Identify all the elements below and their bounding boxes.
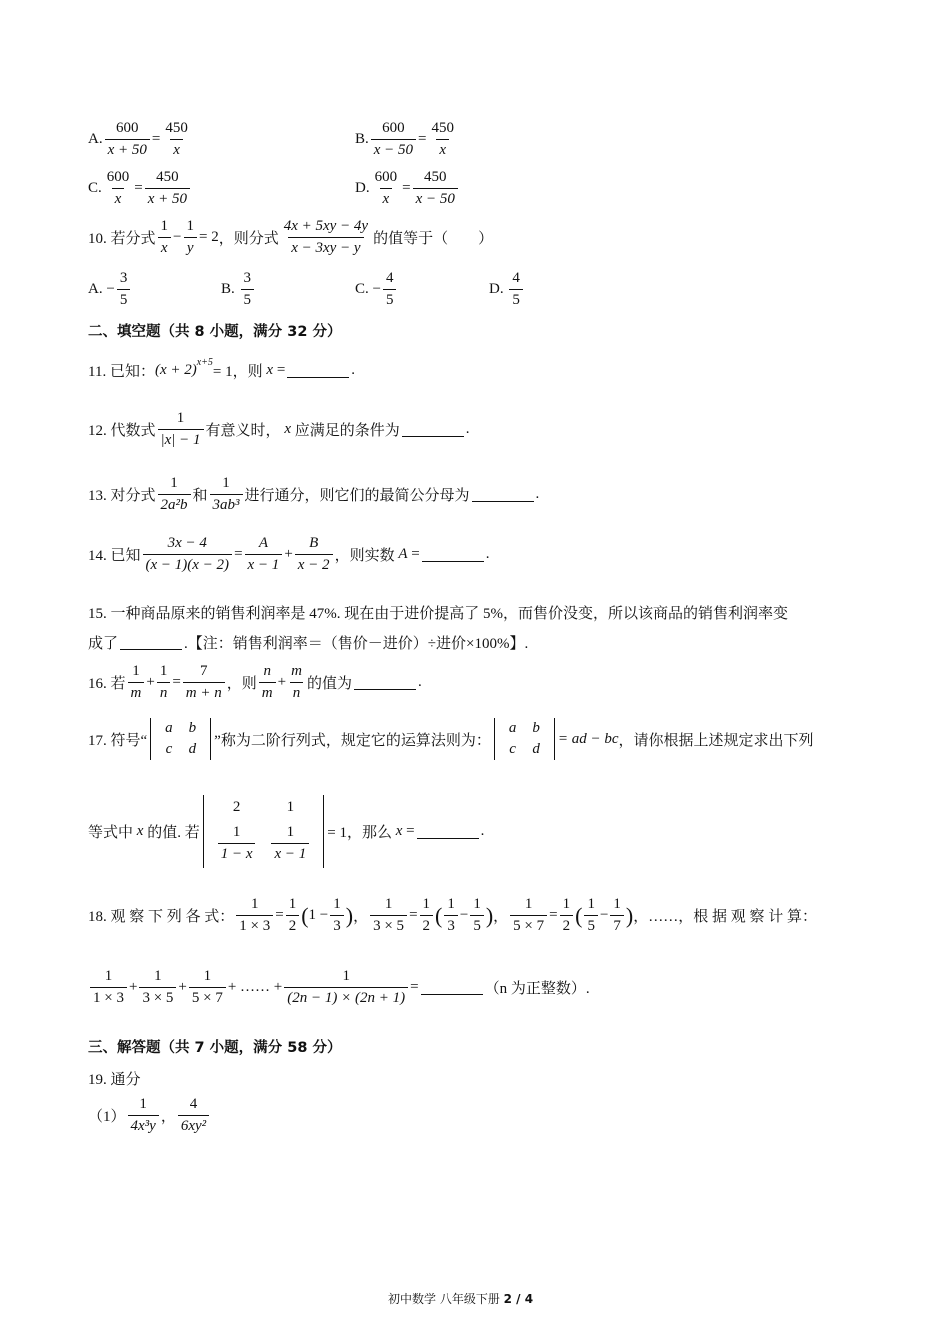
question-13: 13. 对分式 $\frac{1}{\text{2a²b}}$ 和 $\frac{1}{\text{3ab³}}$ 进行通分，则它们的最简公分母为 . — [88, 475, 540, 514]
question-10: 10. 若分式 $\frac{1}{x}$ − $\frac{1}{y}$ = 2 ，则分式 $\frac{4x + 5xy - 4y}{x - 3xy - y}$ 的值等于（ ） — [88, 218, 494, 257]
answer-blank[interactable] — [472, 487, 534, 502]
q9-option-c: C. $\frac{600}{x}$ = $\frac{450}{x + 50}$ — [88, 169, 192, 209]
determinant-rule: a b c d — [494, 718, 555, 760]
question-18-line2: $\frac{1}{1 \times 3}$ + $\frac{1}{3 \times 5}$ + $\frac{1}{5 \times 7}$ + …… + $\frac{1}{(2n - 1) \times (2n + 1)}$ = （n 为正整数）. — [88, 968, 590, 1008]
question-17-line2: 等式中 x 的值. 若 2 1 $\frac{1}{1 - x}$ $\frac{1}{x - 1}$ = 1，那么 x = . — [88, 795, 484, 868]
question-17-line1: 17. 符号“ a b c d ”称为二阶行列式，规定它的运算法则为： a b c d = ad − bc ，请你根据上述规定求出下列 — [88, 718, 814, 760]
answer-blank[interactable] — [287, 363, 349, 378]
fraction: $\frac{450}{x - 50}$ — [413, 169, 458, 209]
fraction: $\frac{600}{x}$ — [106, 169, 130, 208]
question-16: 16. 若 $\frac{1}{m}$ + $\frac{1}{n}$ = $\frac{7}{m + n}$ ，则 $\frac{n}{m}$ + $\frac{m}{n}$ 的值为 . — [88, 663, 422, 702]
section-heading-solve: 三、解答题（共 7 小题，满分 58 分） — [88, 1040, 342, 1056]
q9-option-d: D. $\frac{600}{x}$ = $\frac{450}{x - 50}$ — [355, 169, 460, 209]
question-19-title: 19. 通分 — [88, 1072, 141, 1088]
fraction: $\frac{600}{x}$ — [374, 169, 398, 208]
fraction: $\frac{450}{x}$ — [431, 120, 455, 159]
fraction: $\frac{450}{x + 50}$ — [145, 169, 190, 209]
determinant-equation: 2 1 $\frac{1}{1 - x}$ $\frac{1}{x - 1}$ — [203, 795, 325, 868]
q10-option-a: A. − $\frac{3}{5}$ — [88, 270, 132, 310]
question-14: 14. 已知 $\frac{3x - 4}{(x - 1)(x - 2)}$ = $\frac{A}{x - 1}$ + $\frac{B}{x - 2}$ ，则实数 A = . — [88, 535, 490, 574]
determinant-symbol: a b c d — [150, 718, 211, 760]
question-12: 12. 代数式 $\frac{1}{|x| - 1}$ 有意义时， x 应满足的条件为 . — [88, 410, 470, 449]
fraction: $\frac{600}{x + 50}$ — [105, 120, 150, 160]
answer-blank[interactable] — [422, 547, 484, 562]
answer-blank[interactable] — [417, 824, 479, 839]
question-15-line2: 成了 .【注：销售利润率＝（售价－进价）÷进价×100%】. — [88, 636, 529, 652]
page-footer: 初中数学 八年级下册 2 / 4 — [388, 1292, 534, 1306]
fraction: $\frac{450}{x}$ — [165, 120, 188, 159]
q9-option-a: A. $\frac{600}{x + 50}$ = $\frac{450}{x}$ — [88, 120, 193, 160]
fraction: $\frac{600}{x - 50}$ — [371, 120, 416, 160]
answer-blank[interactable] — [402, 422, 464, 437]
q10-option-b: B. $\frac{3}{5}$ — [221, 270, 256, 310]
q9-option-b: B. $\frac{600}{x - 50}$ = $\frac{450}{x}$ — [355, 120, 459, 160]
question-11: 11. 已知： (x + 2) $^{x+5}$ = 1，则 x = . — [88, 357, 356, 380]
section-heading-fill-in: 二、填空题（共 8 小题，满分 32 分） — [88, 324, 342, 340]
answer-blank[interactable] — [120, 635, 182, 650]
answer-blank[interactable] — [421, 980, 483, 995]
q10-option-d: D. $\frac{4}{5}$ — [489, 270, 525, 310]
answer-blank[interactable] — [354, 675, 416, 690]
question-18-line1: 18. 观 察 下 列 各 式： $\frac{1}{1 \times 3}$ = $\frac{1}{2}$ ( 1 − $\frac{1}{3}$ ) ， $\frac{1}{3 \times 5}$ = $\frac{1}{2}$ ( $\frac{1}{3}$ − $\frac{1}{5}$ ) ， $\frac{1}{5 \times 7}$ = $\frac{1}{2}$ ( $\frac{1}{5}$ − $\frac{1}{7}$ ) ，……，根 据 观 察 计 算： — [88, 896, 817, 935]
q10-option-c: C. − $\frac{4}{5}$ — [355, 270, 398, 310]
question-19-part1: （1） $\frac{1}{\text{4x³y}}$ ， $\frac{4}{\text{6xy²}}$ — [88, 1096, 211, 1136]
question-15-line1: 15. 一种商品原来的销售利润率是 47%. 现在由于进价提高了 5%，而售价没变，所以该商品的销售利润率变 — [88, 606, 788, 622]
